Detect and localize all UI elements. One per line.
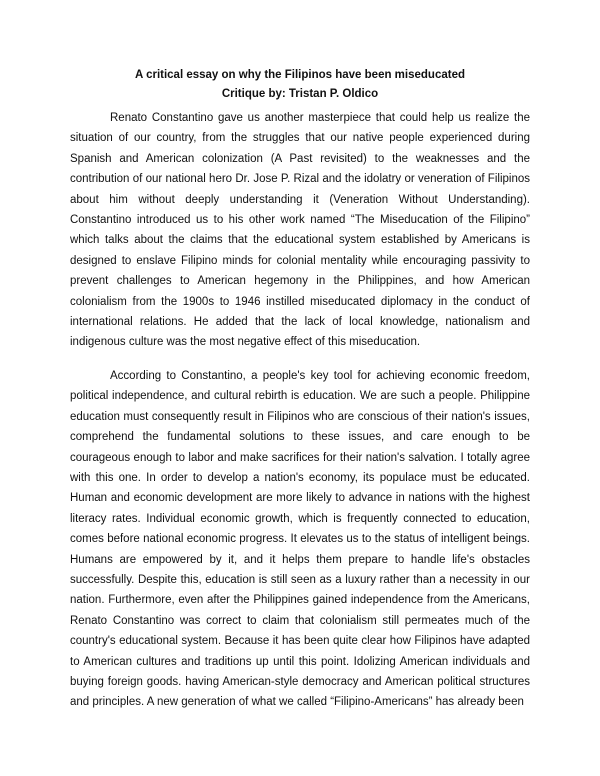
essay-title: A critical essay on why the Filipinos have been miseducated — [135, 69, 465, 81]
essay-byline: Critique by: Tristan P. Oldico — [221, 88, 379, 100]
paragraph-2: According to Constantino, a people's key tool for achieving economic freedom, political independence, and cultural rebirth is education. We are such a people. Philippine education must consequently result in Filipinos who are conscious of their nation's issues, comprehend the fundamental solutions to these issues, and care enough to be courageous enough to labor and make sacrifices for their nation's salvation. I totally agree with this one. In order to develop a nation's economy, its populace must be educated. Human and economic development are more likely to advance in nations with the highest literacy rates. Individual economic growth, which is frequently connected to education, comes before national economic progress. It elevates us to the status of intelligent beings. Humans are empowered by it, and it helps them prepare to handle life's obstacles successfully. Despite this, education is still seen as a luxury rather than a necessity in our nation. Furthermore, even after the Philippines gained independence from the Americans, Renato Constantino was correct to claim that colonialism still permeates much of the country's educational system. Because it has been quite clear how Filipinos have adapted to American cultures and traditions up until this point. Idolizing American individuals and buying foreign goods. having American-style democracy and American political structures and principles. A new generation of what we called “Filipino-Americans” has already been — [70, 369, 530, 709]
document-page — [70, 66, 530, 713]
paragraph-1: Renato Constantino gave us another masterpiece that could help us realize the situation of our country, from the struggles that our native people experienced during Spanish and American colonization (A Past revisited) to the weaknesses and the contribution of our national hero Dr. Jose P. Rizal and the idolatry or veneration of Filipinos about him without deeply understanding it (Veneration Without Understanding). Constantino introduced us to his other work named “The Miseducation of the Filipino” which talks about the claims that the educational system established by Americans is designed to enslave Filipino minds for colonial mentality while encouraging passivity to prevent challenges to American hegemony in the Philippines, and how American colonialism from the 1900s to 1946 instilled miseducated diplomacy in the conduct of international relations. He added that the lack of local knowledge, nationalism and indigenous culture was the most negative effect of this miseducation. — [70, 112, 530, 349]
essay-body — [70, 108, 530, 713]
